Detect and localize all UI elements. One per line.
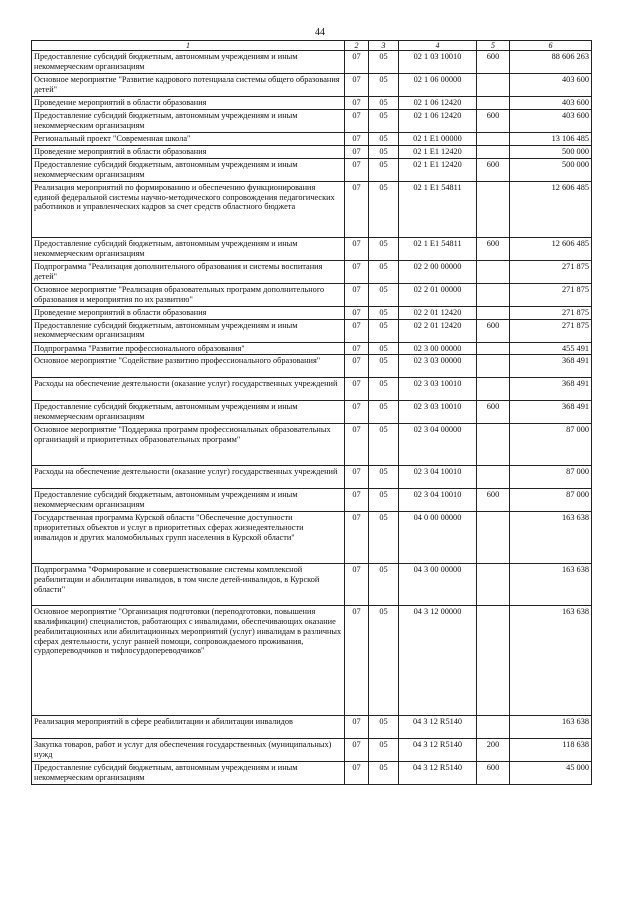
header-col-4: 4 — [399, 41, 477, 51]
row-target-article: 04 3 12 R5140 — [399, 739, 477, 762]
row-target-article: 02 2 00 00000 — [399, 260, 477, 283]
budget-table — [31, 40, 592, 785]
row-target-article: 04 0 00 00000 — [399, 512, 477, 564]
row-target-article: 02 1 06 12420 — [399, 97, 477, 110]
row-amount: 500 000 — [510, 146, 592, 159]
row-section: 07 — [345, 110, 369, 133]
row-subsection: 05 — [369, 355, 399, 378]
row-target-article: 02 1 06 00000 — [399, 74, 477, 97]
table-row — [32, 489, 592, 512]
row-subsection: 05 — [369, 97, 399, 110]
row-subsection: 05 — [369, 466, 399, 489]
row-section: 07 — [345, 716, 369, 739]
row-name: Предоставление субсидий бюджетным, автономным учреждениям и иным некоммерческим организациям — [32, 489, 345, 512]
row-amount: 163 638 — [510, 606, 592, 716]
row-section: 07 — [345, 97, 369, 110]
table-row — [32, 181, 592, 237]
row-name: Региональный проект "Современная школа" — [32, 133, 345, 146]
table-row — [32, 378, 592, 401]
row-section: 07 — [345, 512, 369, 564]
row-section: 07 — [345, 466, 369, 489]
row-section: 07 — [345, 158, 369, 181]
row-subsection: 05 — [369, 489, 399, 512]
table-row — [32, 133, 592, 146]
row-amount: 88 606 263 — [510, 51, 592, 74]
row-amount: 368 491 — [510, 378, 592, 401]
row-subsection: 05 — [369, 260, 399, 283]
row-name: Предоставление субсидий бюджетным, автономным учреждениям и иным некоммерческим организациям — [32, 401, 345, 424]
row-subsection: 05 — [369, 739, 399, 762]
row-name: Государственная программа Курской области "Обеспечение доступности приоритетных объектов и услуг в приоритетных сферах жизнедеятельности инвалидов и других маломобильных групп населения в Курской области" — [32, 512, 345, 564]
row-section: 07 — [345, 424, 369, 466]
table-row — [32, 355, 592, 378]
row-expense-type — [477, 260, 510, 283]
row-name: Закупка товаров, работ и услуг для обеспечения государственных (муниципальных) нужд — [32, 739, 345, 762]
row-target-article: 02 3 03 10010 — [399, 378, 477, 401]
row-target-article: 02 2 01 12420 — [399, 319, 477, 342]
row-name: Реализация мероприятий в сфере реабилитации и абилитации инвалидов — [32, 716, 345, 739]
row-amount: 403 600 — [510, 97, 592, 110]
row-section: 07 — [345, 181, 369, 237]
page-number: 44 — [315, 27, 325, 38]
table-row — [32, 762, 592, 785]
row-section: 07 — [345, 355, 369, 378]
row-name: Основное мероприятие "Реализация образовательных программ дополнительного образования и мероприятия по их развитию" — [32, 283, 345, 306]
row-subsection: 05 — [369, 51, 399, 74]
row-amount: 163 638 — [510, 716, 592, 739]
row-name: Подпрограмма "Реализация дополнительного образования и системы воспитания детей" — [32, 260, 345, 283]
table-row — [32, 319, 592, 342]
row-name: Расходы на обеспечение деятельности (оказание услуг) государственных учреждений — [32, 378, 345, 401]
row-target-article: 02 2 01 00000 — [399, 283, 477, 306]
row-target-article: 02 3 03 10010 — [399, 401, 477, 424]
row-expense-type — [477, 146, 510, 159]
row-section: 07 — [345, 606, 369, 716]
row-amount: 45 000 — [510, 762, 592, 785]
row-amount: 271 875 — [510, 319, 592, 342]
row-amount: 368 491 — [510, 401, 592, 424]
row-expense-type: 600 — [477, 51, 510, 74]
row-amount: 87 000 — [510, 466, 592, 489]
row-subsection: 05 — [369, 424, 399, 466]
row-expense-type — [477, 181, 510, 237]
header-col-3: 3 — [369, 41, 399, 51]
row-expense-type — [477, 133, 510, 146]
row-subsection: 05 — [369, 319, 399, 342]
table-row — [32, 401, 592, 424]
row-name: Подпрограмма "Развитие профессионального образования" — [32, 342, 345, 355]
row-subsection: 05 — [369, 512, 399, 564]
row-target-article: 04 3 12 00000 — [399, 606, 477, 716]
row-amount: 163 638 — [510, 512, 592, 564]
row-subsection: 05 — [369, 146, 399, 159]
row-expense-type — [477, 342, 510, 355]
header-col-5: 5 — [477, 41, 510, 51]
row-name: Основное мероприятие "Организация подготовки (переподготовки, повышения квалификации) специалистов, работающих с инвалидами, обеспечивающих оказание реабилитационных или абилитационных мероприятий (услуг) инвалидам в различных сферах деятельности, услуг ранней помощи, сопровождаемого проживания, сурдопереводчиков и тифлосурдопереводчиков" — [32, 606, 345, 716]
row-amount: 271 875 — [510, 283, 592, 306]
row-amount: 271 875 — [510, 306, 592, 319]
row-amount: 87 000 — [510, 489, 592, 512]
row-name: Проведение мероприятий в области образования — [32, 306, 345, 319]
header-col-6: 6 — [510, 41, 592, 51]
table-row — [32, 342, 592, 355]
table-row — [32, 237, 592, 260]
table-row — [32, 110, 592, 133]
row-section: 07 — [345, 260, 369, 283]
row-name: Основное мероприятие "Поддержка программ профессиональных образовательных организаций и приоритетных образовательных программ" — [32, 424, 345, 466]
row-section: 07 — [345, 342, 369, 355]
row-expense-type: 600 — [477, 110, 510, 133]
row-expense-type: 600 — [477, 762, 510, 785]
row-expense-type: 600 — [477, 401, 510, 424]
row-expense-type — [477, 606, 510, 716]
table-row — [32, 564, 592, 606]
row-target-article: 02 3 04 10010 — [399, 466, 477, 489]
row-section: 07 — [345, 283, 369, 306]
row-subsection: 05 — [369, 762, 399, 785]
row-target-article: 02 1 Е1 12420 — [399, 146, 477, 159]
row-section: 07 — [345, 762, 369, 785]
row-name: Предоставление субсидий бюджетным, автономным учреждениям и иным некоммерческим организациям — [32, 762, 345, 785]
row-section: 07 — [345, 739, 369, 762]
row-section: 07 — [345, 401, 369, 424]
row-subsection: 05 — [369, 401, 399, 424]
row-amount: 118 638 — [510, 739, 592, 762]
row-subsection: 05 — [369, 606, 399, 716]
row-expense-type — [477, 564, 510, 606]
row-subsection: 05 — [369, 158, 399, 181]
row-expense-type — [477, 424, 510, 466]
row-expense-type — [477, 466, 510, 489]
row-amount: 500 000 — [510, 158, 592, 181]
row-amount: 455 491 — [510, 342, 592, 355]
row-name: Проведение мероприятий в области образования — [32, 97, 345, 110]
row-target-article: 02 3 03 00000 — [399, 355, 477, 378]
row-target-article: 02 1 03 10010 — [399, 51, 477, 74]
row-expense-type — [477, 74, 510, 97]
row-name: Предоставление субсидий бюджетным, автономным учреждениям и иным некоммерческим организациям — [32, 319, 345, 342]
row-target-article: 02 2 01 12420 — [399, 306, 477, 319]
row-subsection: 05 — [369, 133, 399, 146]
row-expense-type — [477, 97, 510, 110]
row-name: Основное мероприятие "Содействие развитию профессионального образования" — [32, 355, 345, 378]
row-expense-type: 600 — [477, 489, 510, 512]
row-target-article: 04 3 12 R5140 — [399, 762, 477, 785]
row-name: Предоставление субсидий бюджетным, автономным учреждениям и иным некоммерческим организациям — [32, 237, 345, 260]
row-target-article: 02 1 Е1 00000 — [399, 133, 477, 146]
row-name: Расходы на обеспечение деятельности (оказание услуг) государственных учреждений — [32, 466, 345, 489]
row-amount: 163 638 — [510, 564, 592, 606]
row-subsection: 05 — [369, 283, 399, 306]
row-expense-type — [477, 306, 510, 319]
row-expense-type — [477, 355, 510, 378]
row-amount: 12 606 485 — [510, 181, 592, 237]
row-target-article: 02 1 06 12420 — [399, 110, 477, 133]
row-expense-type: 200 — [477, 739, 510, 762]
row-name: Реализация мероприятий по формированию и обеспечению функционирования единой федеральной системы научно-методического сопровождения педагогических работников и управленческих кадров за счет средств областного бюджета — [32, 181, 345, 237]
row-name: Проведение мероприятий в области образования — [32, 146, 345, 159]
row-expense-type — [477, 512, 510, 564]
row-section: 07 — [345, 146, 369, 159]
row-amount: 12 606 485 — [510, 237, 592, 260]
row-target-article: 02 3 00 00000 — [399, 342, 477, 355]
row-expense-type — [477, 378, 510, 401]
row-name: Подпрограмма "Формирование и совершенствование системы комплексной реабилитации и абилитации инвалидов, в том числе детей-инвалидов, в Курской области" — [32, 564, 345, 606]
row-subsection: 05 — [369, 237, 399, 260]
table-row — [32, 97, 592, 110]
row-section: 07 — [345, 51, 369, 74]
row-subsection: 05 — [369, 110, 399, 133]
row-target-article: 04 3 00 00000 — [399, 564, 477, 606]
row-section: 07 — [345, 237, 369, 260]
row-target-article: 04 3 12 R5140 — [399, 716, 477, 739]
row-section: 07 — [345, 564, 369, 606]
row-expense-type: 600 — [477, 158, 510, 181]
row-name: Предоставление субсидий бюджетным, автономным учреждениям и иным некоммерческим организациям — [32, 51, 345, 74]
table-row — [32, 260, 592, 283]
row-subsection: 05 — [369, 564, 399, 606]
row-subsection: 05 — [369, 306, 399, 319]
table-row — [32, 424, 592, 466]
row-subsection: 05 — [369, 378, 399, 401]
row-expense-type: 600 — [477, 237, 510, 260]
table-row — [32, 146, 592, 159]
table-row — [32, 512, 592, 564]
table-row — [32, 716, 592, 739]
row-target-article: 02 3 04 00000 — [399, 424, 477, 466]
row-target-article: 02 3 04 10010 — [399, 489, 477, 512]
row-subsection: 05 — [369, 74, 399, 97]
header-col-2: 2 — [345, 41, 369, 51]
row-target-article: 02 1 Е1 54811 — [399, 181, 477, 237]
row-amount: 368 491 — [510, 355, 592, 378]
table-row — [32, 158, 592, 181]
row-subsection: 05 — [369, 716, 399, 739]
row-amount: 403 600 — [510, 74, 592, 97]
row-subsection: 05 — [369, 181, 399, 237]
row-name: Предоставление субсидий бюджетным, автономным учреждениям и иным некоммерческим организациям — [32, 110, 345, 133]
row-section: 07 — [345, 74, 369, 97]
row-amount: 87 000 — [510, 424, 592, 466]
header-row — [32, 41, 592, 51]
table-row — [32, 306, 592, 319]
table-row — [32, 74, 592, 97]
row-expense-type — [477, 283, 510, 306]
row-amount: 403 600 — [510, 110, 592, 133]
table-row — [32, 466, 592, 489]
row-name: Основное мероприятие "Развитие кадрового потенциала системы общего образования детей" — [32, 74, 345, 97]
row-amount: 13 106 485 — [510, 133, 592, 146]
row-expense-type — [477, 716, 510, 739]
header-col-1: 1 — [32, 41, 345, 51]
table-row — [32, 51, 592, 74]
row-amount: 271 875 — [510, 260, 592, 283]
table-row — [32, 739, 592, 762]
row-section: 07 — [345, 489, 369, 512]
row-section: 07 — [345, 306, 369, 319]
row-section: 07 — [345, 133, 369, 146]
table-row — [32, 283, 592, 306]
table-row — [32, 606, 592, 716]
row-target-article: 02 1 Е1 12420 — [399, 158, 477, 181]
row-expense-type: 600 — [477, 319, 510, 342]
row-name: Предоставление субсидий бюджетным, автономным учреждениям и иным некоммерческим организациям — [32, 158, 345, 181]
row-target-article: 02 1 Е1 54811 — [399, 237, 477, 260]
row-subsection: 05 — [369, 342, 399, 355]
row-section: 07 — [345, 378, 369, 401]
row-section: 07 — [345, 319, 369, 342]
